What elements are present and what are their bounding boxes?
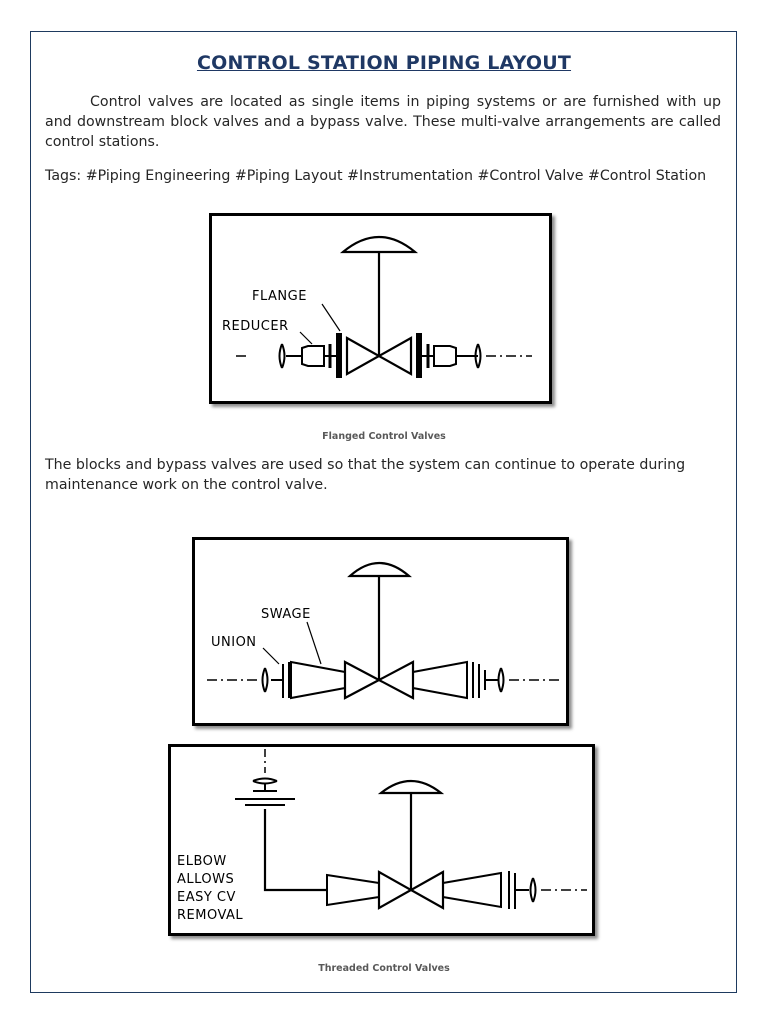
break-symbol-top: [253, 779, 277, 784]
elbow-label-line1: ELBOW: [177, 854, 227, 869]
valve-body-left: [347, 338, 379, 374]
threaded-figure-caption: Threaded Control Valves: [318, 963, 450, 974]
bypass-paragraph: The blocks and bypass valves are used so that the system can continue to operate during maintenance work on the control valve.: [45, 457, 686, 493]
union-label: UNION: [211, 635, 257, 650]
union-leader: [263, 648, 279, 664]
flange-left: [336, 333, 342, 378]
valve-body-left: [379, 872, 411, 908]
elbow-label-line2: ALLOWS: [177, 872, 235, 887]
swage-left: [291, 662, 345, 698]
threaded-elbow-diagram: [171, 747, 592, 933]
reducer-right: [434, 346, 456, 366]
page-title: CONTROL STATION PIPING LAYOUT: [196, 52, 572, 74]
threaded-valve-figure-elbow: [168, 744, 595, 936]
flange-right: [416, 333, 422, 378]
swage-leader: [307, 622, 321, 664]
elbow-label-line4: REMOVAL: [177, 908, 244, 923]
tags-line: Tags: #Piping Engineering #Piping Layout #Instrumentation #Control Valve #Control Station: [45, 168, 707, 184]
flange-label: FLANGE: [252, 289, 307, 304]
swage-right: [443, 873, 501, 907]
elbow-label-line3: EASY CV: [177, 890, 236, 905]
actuator-dome: [381, 781, 441, 793]
valve-body-left: [345, 662, 379, 698]
break-symbol-left: [263, 668, 268, 692]
break-symbol-right: [531, 878, 536, 902]
break-symbol-right: [499, 668, 504, 692]
flanged-valve-diagram: [212, 216, 549, 401]
valve-body-right: [411, 872, 443, 908]
flanged-figure-caption: Flanged Control Valves: [322, 431, 446, 442]
intro-paragraph: Control valves are located as single items in piping systems or are furnished with up and downstream block valves and a bypass valve. These multi-valve arrangements are called control stations.: [45, 94, 721, 150]
elbow-pipe: [265, 809, 327, 890]
flange-leader: [322, 304, 340, 331]
swage-right: [413, 662, 467, 698]
valve-body-right: [379, 662, 413, 698]
reducer-left: [302, 346, 324, 366]
threaded-swage-diagram: [195, 540, 566, 723]
actuator-dome: [343, 237, 415, 252]
valve-body-right: [379, 338, 411, 374]
break-symbol-left: [280, 344, 285, 368]
reducer-label: REDUCER: [222, 319, 289, 334]
actuator-dome: [350, 563, 409, 576]
threaded-valve-figure-swage: [192, 537, 569, 726]
swage-left: [327, 875, 379, 905]
swage-label: SWAGE: [261, 607, 311, 622]
reducer-leader: [300, 332, 312, 344]
flanged-valve-figure: [209, 213, 552, 404]
